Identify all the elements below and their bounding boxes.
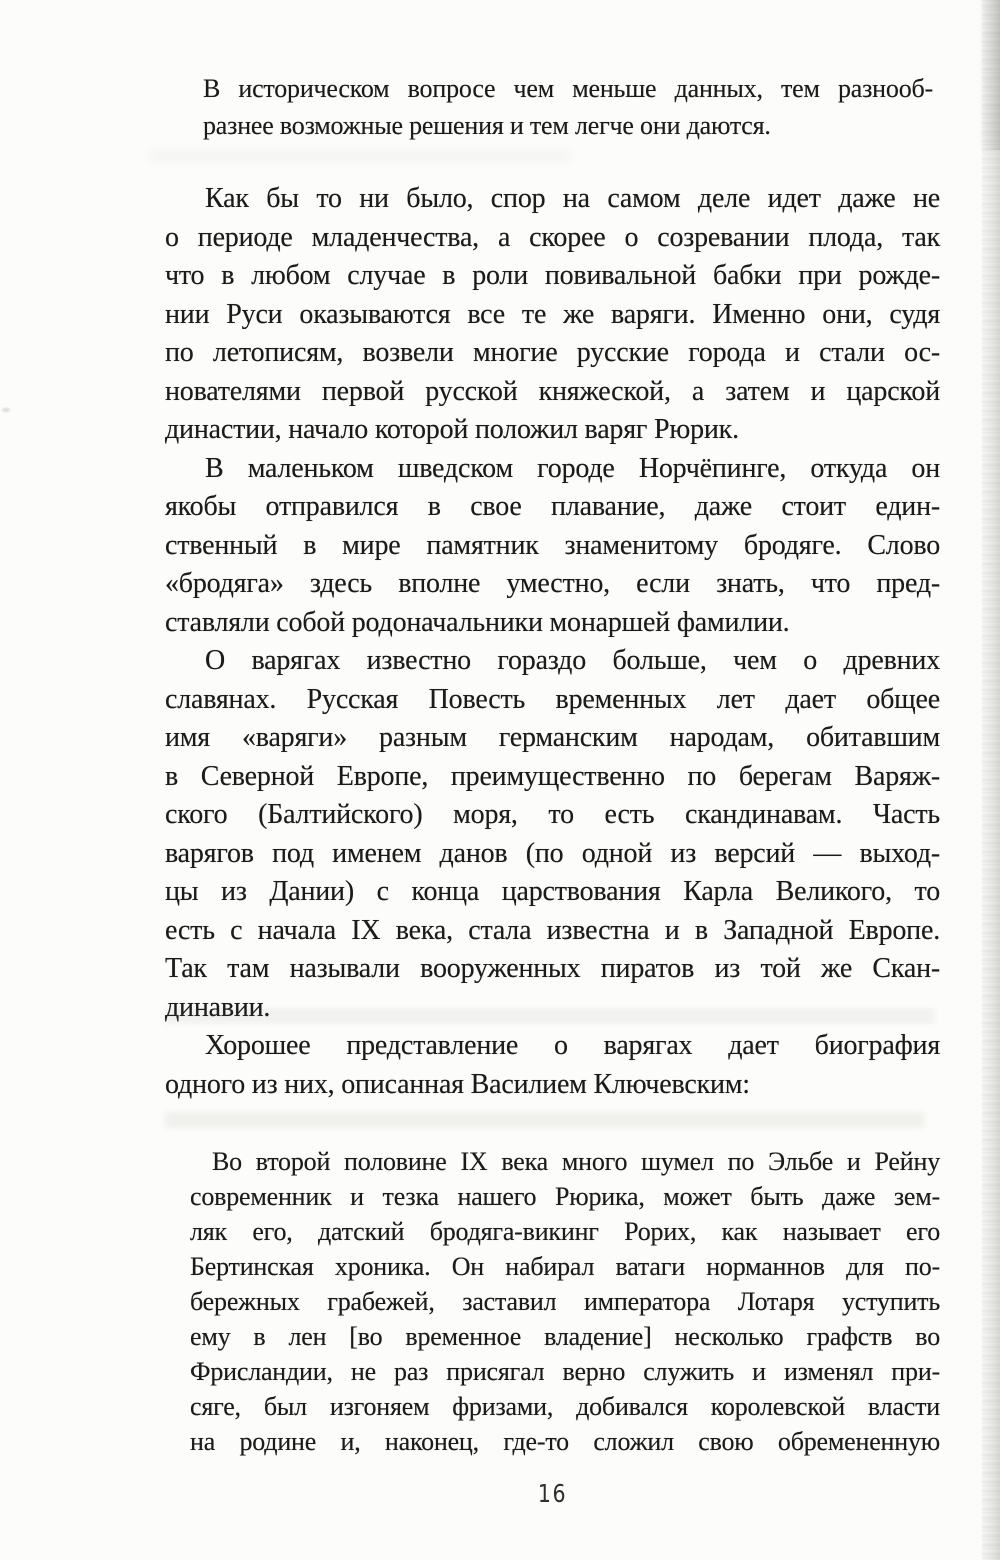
text-line: есть с начала IX века, стала известна и в Западной Европе. — [165, 914, 940, 946]
paragraph — [165, 1027, 940, 1104]
text-line: на родине и, наконец, где-то сложил свою обремененную — [190, 1427, 940, 1456]
text-line: Фрисландии, не раз присягал верно служить и изменял при- — [190, 1357, 940, 1386]
text-line: «бродяга» здесь вполне уместно, если знать, что пред- — [165, 568, 940, 599]
text-line: варягов под именем данов (по одной из версий — выход- — [165, 837, 940, 869]
page-number: 16 — [537, 1479, 568, 1508]
text-line: разнее возможные решения и тем легче они даются. — [203, 111, 771, 140]
text-line: сяге, был изгоняем фризами, добивался королевской власти — [190, 1392, 940, 1421]
body-text — [165, 180, 940, 1104]
text-line: славянах. Русская Повесть временных лет дает общее — [165, 683, 940, 715]
text-line: в Северной Европе, преимущественно по берегам Варяж- — [165, 760, 940, 792]
text-line: цы из Дании) с конца царствования Карла Великого, то — [165, 876, 940, 907]
text-line: В маленьком шведском городе Норчёпинге, откуда он — [205, 452, 940, 484]
text-line: нии Руси оказываются все те же варяги. Именно они, судя — [165, 298, 940, 330]
text-line: о периоде младенчества, а скорее о созревании плода, так — [165, 221, 940, 253]
text-line: динавии. — [165, 991, 271, 1023]
page-content — [165, 0, 940, 1508]
epigraph — [203, 70, 933, 144]
scan-edge-corner-artifact — [978, 0, 1000, 150]
paragraph — [165, 180, 940, 450]
text-line: ственный в мире памятник знаменитому бродяге. Слово — [165, 529, 940, 561]
text-line: ляк его, датский бродяга-викинг Рорих, как называет его — [190, 1217, 940, 1246]
text-line: Так там называли вооруженных пиратов из той же Скан- — [165, 953, 940, 984]
text-line: имя «варяги» разным германским народам, обитавшим — [165, 722, 940, 753]
scan-ghost-artifact — [165, 1112, 925, 1128]
text-line: что в любом случае в роли повивальной бабки при рожде- — [165, 260, 940, 291]
text-line: якобы отправился в свое плавание, даже стоит един- — [165, 491, 940, 522]
scan-ghost-artifact — [165, 1008, 935, 1024]
text-line: по летописям, возвели многие русские города и стали ос- — [165, 337, 940, 368]
text-line: В историческом вопросе чем меньше данных, тем разнооб- — [203, 74, 933, 103]
text-line: современник и тезка нашего Рюрика, может быть даже зем- — [190, 1182, 940, 1211]
blockquote-citation — [190, 1144, 940, 1459]
text-line: ставляли собой родоначальники монаршей фамилии. — [165, 606, 790, 638]
text-line: Бертинская хроника. Он набирал ватаги норманнов для по- — [190, 1252, 940, 1281]
text-line: династии, начало которой положил варяг Рюрик. — [165, 414, 739, 445]
paragraph — [165, 450, 940, 643]
scan-speck-artifact — [2, 408, 10, 412]
text-line: нователями первой русской княжеской, а затем и царской — [165, 375, 940, 407]
scan-edge-artifact — [982, 0, 1000, 1560]
text-line: бережных грабежей, заставил императора Лотаря уступить — [190, 1287, 940, 1316]
paragraph — [165, 642, 940, 1027]
text-line: Во второй половине IX века много шумел по Эльбе и Рейну — [212, 1147, 940, 1176]
text-line: ского (Балтийского) моря, то есть скандинавам. Часть — [165, 799, 940, 830]
text-line: ему в лен [во временное владение] несколько графств во — [190, 1322, 940, 1351]
text-line: Как бы то ни было, спор на самом деле идет даже не — [205, 183, 940, 214]
text-line: О варягах известно гораздо больше, чем о древних — [205, 645, 940, 676]
text-line: Хорошее представление о варягах дает биография — [205, 1030, 940, 1061]
text-line: одного из них, описанная Василием Ключевским: — [165, 1068, 750, 1100]
